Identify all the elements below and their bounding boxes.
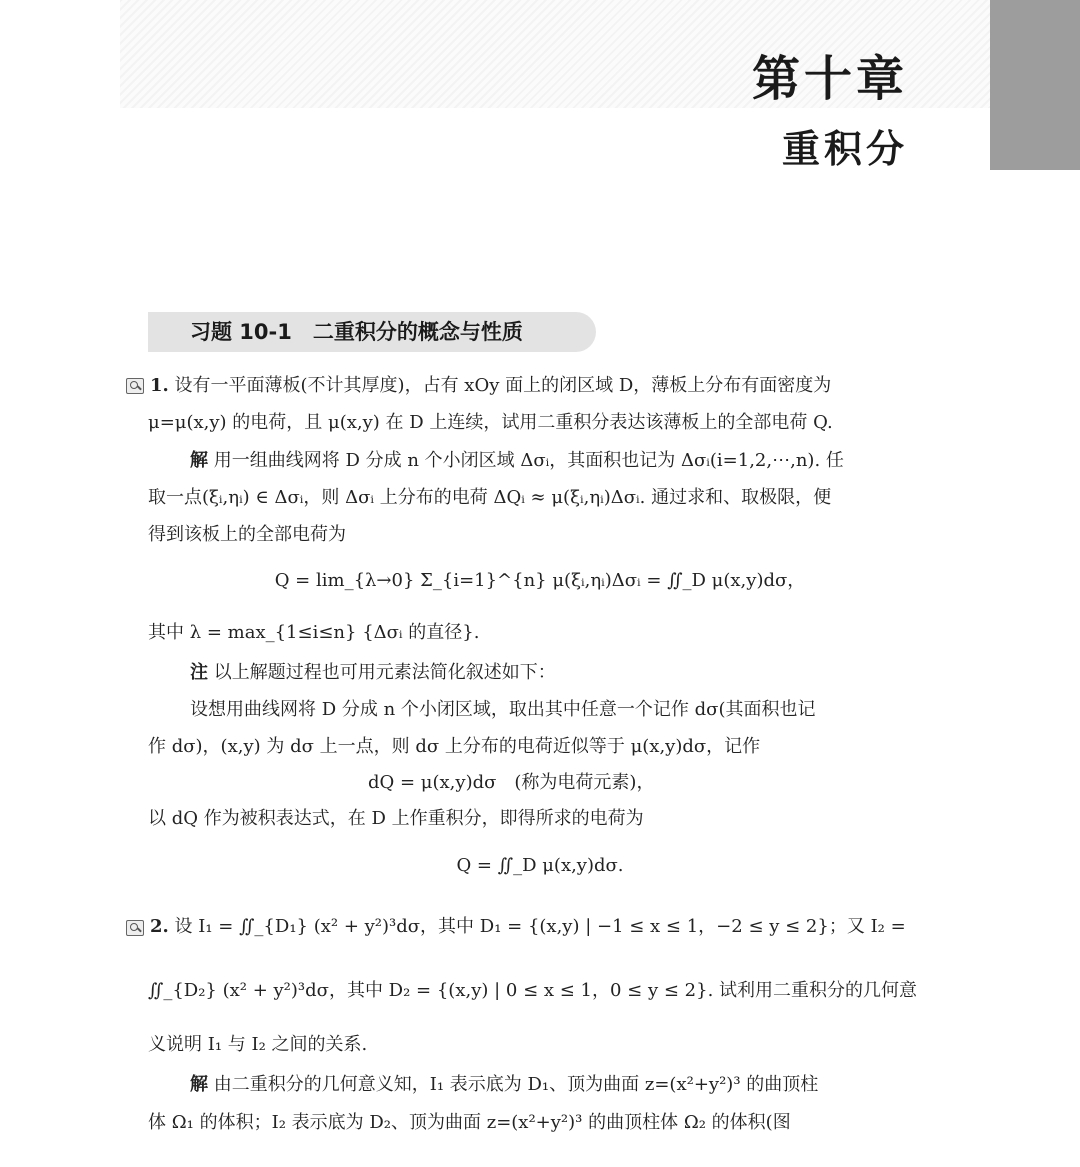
problem-1-solution-4: 其中 λ = max_{1≤i≤n} {Δσᵢ 的直径}. [148, 622, 480, 643]
note-line-3: 作 dσ)，(x,y) 为 dσ 上一点，则 dσ 上分布的电荷近似等于 μ(x,y)dσ，记作 [148, 736, 761, 757]
problem-2-line-3: 义说明 I₁ 与 I₂ 之间的关系. [148, 1034, 368, 1055]
formula-charge-limit: Q = lim_{λ→0} Σ_{i=1}^{n} μ(ξᵢ,ηᵢ)Δσᵢ = ∬_D μ(x,y)dσ， [274, 570, 806, 591]
note-line-4: 以 dQ 作为被积表达式，在 D 上作重积分，即得所求的电荷为 [148, 808, 644, 829]
note-line-1: 注 以上解题过程也可用元素法简化叙述如下： [190, 662, 556, 683]
chapter-title: 第十章 [751, 51, 908, 107]
problem-1-solution-1: 解 用一组曲线网将 D 分成 n 个小闭区域 Δσᵢ，其面积也记为 Δσᵢ(i=1,2,⋯,n). 任 [190, 450, 844, 471]
problem-2-solution-1: 解 由二重积分的几何意义知，I₁ 表示底为 D₁、顶为曲面 z=(x²+y²)³ 的曲顶柱 [190, 1074, 819, 1095]
chapter-tab [990, 0, 1080, 170]
problem-1-line-1: 1. 设有一平面薄板(不计其厚度)，占有 xOy 面上的闭区域 D，薄板上分布有面密度为 [150, 375, 832, 396]
note-line-2: 设想用曲线网将 D 分成 n 个小闭区域，取出其中任意一个记作 dσ(其面积也记 [190, 699, 816, 720]
search-icon[interactable] [126, 378, 144, 394]
formula-charge-integral: Q = ∬_D μ(x,y)dσ. [456, 855, 624, 876]
chapter-subtitle: 重积分 [781, 126, 908, 171]
problem-1-number: 1. [150, 375, 169, 396]
problem-1-solution-2: 取一点(ξᵢ,ηᵢ) ∈ Δσᵢ，则 Δσᵢ 上分布的电荷 ΔQᵢ ≈ μ(ξᵢ,ηᵢ)Δσᵢ. 通过求和、取极限，便 [148, 487, 832, 508]
problem-2-line-2: ∬_{D₂} (x² + y²)³dσ，其中 D₂ = {(x,y) | 0 ≤ x ≤ 1，0 ≤ y ≤ 2}. 试利用二重积分的几何意 [148, 980, 918, 1001]
problem-1-line-2: μ=μ(x,y) 的电荷，且 μ(x,y) 在 D 上连续，试用二重积分表达该薄板上的全部电荷 Q. [148, 412, 833, 433]
solution-label: 解 [190, 450, 208, 471]
problem-2-line-1: 2. 设 I₁ = ∬_{D₁} (x² + y²)³dσ，其中 D₁ = {(x,y) | −1 ≤ x ≤ 1，−2 ≤ y ≤ 2}；又 I₂ = [150, 916, 906, 937]
note-label: 注 [190, 662, 208, 683]
problem-2-solution-2: 体 Ω₁ 的体积；I₂ 表示底为 D₂、顶为曲面 z=(x²+y²)³ 的曲顶柱体 Ω₂ 的体积(图 [148, 1112, 791, 1133]
formula-charge-element: dQ = μ(x,y)dσ (称为电荷元素)， [368, 772, 655, 793]
problem-2-number: 2. [150, 916, 169, 937]
search-icon[interactable] [126, 920, 144, 936]
section-header [148, 312, 596, 352]
section-title: 习题 10-1 二重积分的概念与性质 [190, 320, 523, 344]
problem-1-solution-3: 得到该板上的全部电荷为 [148, 524, 346, 545]
solution-label: 解 [190, 1074, 208, 1095]
